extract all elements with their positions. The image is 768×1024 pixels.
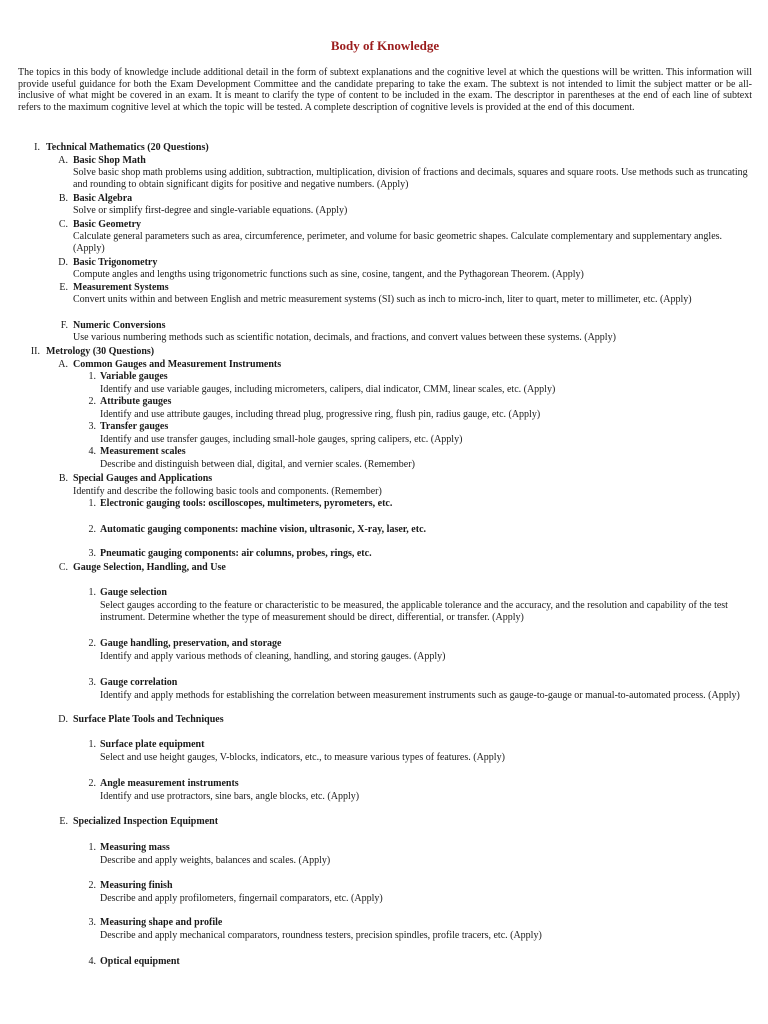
outline-item-description: Identify and describe the following basic tools and components. (Remember) (73, 486, 382, 497)
outline-item-description: Describe and apply weights, balances and scales. (Apply) (100, 855, 331, 866)
outline-item-number: C. (58, 219, 68, 230)
outline-item-label: Optical equipment (100, 956, 180, 967)
outline-item-number: A. (58, 155, 68, 166)
outline-item-number: 2. (88, 778, 96, 789)
outline-item-description: Select gauges according to the feature or characteristic to be measured, the applicable tolerance and the accuracy, and the resolution and capability of the test instrument. Determine whether the type of measurement should be direct, differential, or transfer. (Apply) (100, 600, 728, 623)
outline-item-number: 2. (88, 880, 96, 891)
outline-item-description: Identify and apply methods for establishing the correlation between measurement instruments such as gauge-to-gauge or manual-to-automated process. (Apply) (100, 690, 740, 701)
outline-item-label: Common Gauges and Measurement Instruments (73, 359, 282, 370)
outline-item-description: Identify and use protractors, sine bars, angle blocks, etc. (Apply) (100, 791, 360, 802)
outline-item-number: 2. (88, 638, 96, 649)
outline-item-description: Use various numbering methods such as scientific notation, decimals, and fractions, and convert values between these systems. (Apply) (73, 332, 616, 343)
outline-item-number: D. (58, 714, 68, 725)
outline-item-number: 2. (88, 524, 96, 535)
outline-item-number: 4. (88, 956, 96, 967)
outline-item-number: 3. (88, 677, 96, 688)
outline-item-number: A. (58, 359, 68, 370)
outline-item-description: Identify and apply various methods of cleaning, handling, and storing gauges. (Apply) (100, 651, 446, 662)
outline-item-label: Attribute gauges (100, 396, 172, 407)
outline-item-number: 3. (88, 421, 96, 432)
outline-item-label: Metrology (30 Questions) (46, 346, 155, 357)
document-title: Body of Knowledge (330, 38, 440, 53)
outline-item-label: Surface plate equipment (100, 739, 205, 750)
outline-item-label: Numeric Conversions (73, 320, 166, 331)
outline-item-label: Technical Mathematics (20 Questions) (46, 142, 209, 153)
outline-item-description: Solve or simplify first-degree and single-variable equations. (Apply) (73, 205, 348, 216)
outline-item-number: 1. (88, 371, 96, 382)
outline-item-label: Automatic gauging components: machine vision, ultrasonic, X-ray, laser, etc. (100, 524, 427, 535)
outline-item-number: 4. (88, 446, 96, 457)
outline-item-description: Describe and apply mechanical comparators, roundness testers, precision spindles, profile tracers, etc. (Apply) (100, 930, 542, 941)
outline-item-label: Measurement scales (100, 446, 186, 457)
outline-item-label: Pneumatic gauging components: air columns, probes, rings, etc. (100, 548, 372, 559)
outline-item-label: Basic Shop Math (73, 155, 146, 166)
outline-item-label: Gauge selection (100, 587, 167, 598)
outline-item-label: Measuring mass (100, 842, 170, 853)
outline-item-label: Measuring shape and profile (100, 917, 223, 928)
outline-item-label: Basic Trigonometry (73, 257, 158, 268)
outline-item-number: E. (59, 816, 68, 827)
outline-item-label: Variable gauges (100, 371, 168, 382)
outline-item-label: Special Gauges and Applications (73, 473, 213, 484)
outline-item-label: Measuring finish (100, 880, 173, 891)
outline-item-label: Gauge correlation (100, 677, 178, 688)
outline-item-label: Angle measurement instruments (100, 778, 239, 789)
intro-paragraph: The topics in this body of knowledge include additional detail in the form of subtext explanations and the cognitive level at which the questions will be written. This information will provide useful guidance for both the Exam Development Committee and the candidate preparing to take the exam. The subtext is not intended to limit the subject matter or be all-inclusive of what might be covered in an exam. It is meant to clarify the type of content to be included in the exam. The descriptor in parentheses at the end of each line of subtext refers to the maximum cognitive level at which the topic will be tested. A complete description of cognitive levels is provided at the end of this document. (18, 67, 752, 113)
outline-item-description: Describe and apply profilometers, fingernail comparators, etc. (Apply) (100, 893, 383, 904)
outline-item-label: Basic Geometry (73, 219, 142, 230)
outline-item-number: B. (58, 473, 68, 484)
outline-item-label: Gauge handling, preservation, and storage (100, 638, 282, 649)
outline-item-description: Select and use height gauges, V-blocks, indicators, etc., to measure various types of features. (Apply) (100, 752, 505, 763)
outline-item-label: Gauge Selection, Handling, and Use (73, 562, 226, 573)
outline-item-number: II. (30, 346, 40, 357)
outline-item-label: Specialized Inspection Equipment (73, 816, 219, 827)
outline-item-number: B. (58, 193, 68, 204)
outline-item-description: Identify and use transfer gauges, including small-hole gauges, spring calipers, etc. (Apply) (100, 434, 463, 445)
outline-item-number: I. (34, 142, 40, 153)
outline-item-number: 1. (88, 587, 96, 598)
outline-item-description: Describe and distinguish between dial, digital, and vernier scales. (Remember) (100, 459, 415, 470)
outline-item-description: Compute angles and lengths using trigonometric functions such as sine, cosine, tangent, and the Pythagorean Theorem. (Apply) (73, 269, 584, 280)
outline-item-description: Convert units within and between English and metric measurement systems (SI) such as inch to micro-inch, liter to quart, meter to millimeter, etc. (Apply) (73, 294, 692, 305)
outline-item-number: 3. (88, 917, 96, 928)
outline-item-label: Basic Algebra (73, 193, 133, 204)
outline-item-number: E. (59, 282, 68, 293)
outline-item-label: Electronic gauging tools: oscilloscopes, multimeters, pyrometers, etc. (100, 498, 393, 509)
outline-item-description: Identify and use attribute gauges, including thread plug, progressive ring, flush pin, radius gauge, etc. (Apply) (100, 409, 541, 420)
outline-item-number: 1. (88, 739, 96, 750)
outline-item-label: Surface Plate Tools and Techniques (73, 714, 224, 725)
outline-item-description: Solve basic shop math problems using addition, subtraction, multiplication, division of fractions and decimals, squares and square roots. Use methods such as truncating and rounding to obtain significant digits for positive and negative numbers. (Apply) (73, 167, 748, 190)
outline-item-number: 2. (88, 396, 96, 407)
outline-item-label: Transfer gauges (100, 421, 169, 432)
outline-item-description: Calculate general parameters such as area, circumference, perimeter, and volume for basic geometric shapes. Calculate complementary and supplementary angles. (Apply) (73, 231, 723, 254)
outline-item-number: D. (58, 257, 68, 268)
outline-item-number: F. (60, 320, 68, 331)
outline-item-description: Identify and use variable gauges, including micrometers, calipers, dial indicator, CMM, linear scales, etc. (Apply) (100, 384, 556, 395)
outline-item-number: 1. (88, 498, 96, 509)
outline-item-number: C. (58, 562, 68, 573)
outline-item-label: Measurement Systems (73, 282, 169, 293)
outline-item-number: 3. (88, 548, 96, 559)
outline-item-number: 1. (88, 842, 96, 853)
